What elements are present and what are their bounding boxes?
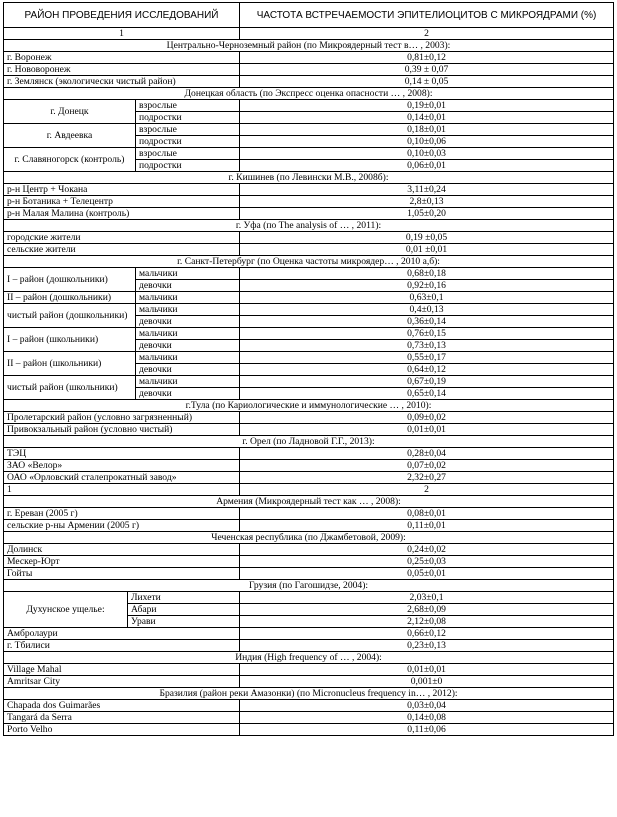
table-row	[4, 208, 614, 220]
table-row	[4, 712, 614, 724]
subgroup-label: мальчики	[136, 304, 240, 316]
subgroup-label: взрослые	[136, 124, 240, 136]
region-name: Амбролаури	[4, 628, 240, 640]
region-name: Tangará da Serra	[4, 712, 240, 724]
table-row	[4, 664, 614, 676]
region-name: Porto Velho	[4, 724, 240, 736]
region-name: сельские р-ны Армении (2005 г)	[4, 520, 240, 532]
frequency-value: 0,39 ± 0,07	[240, 64, 614, 76]
table-row	[4, 148, 614, 160]
frequency-value: 0,10±0,03	[240, 148, 614, 160]
frequency-value: 0,18±0,01	[240, 124, 614, 136]
subgroup-label: мальчики	[136, 268, 240, 280]
frequency-value: 0,19 ±0,05	[240, 232, 614, 244]
frequency-value: 0,65±0,14	[240, 388, 614, 400]
frequency-value: 0,11±0,01	[240, 520, 614, 532]
frequency-value: 0,09±0,02	[240, 412, 614, 424]
section-title: г. Уфа (по The analysis of … , 2011):	[4, 220, 614, 232]
table-row	[4, 508, 614, 520]
subgroup-label: взрослые	[136, 100, 240, 112]
table-row	[4, 376, 614, 388]
region-name: г. Славяногорск (контроль)	[4, 148, 136, 172]
subgroup-label: подростки	[136, 112, 240, 124]
section-title: Армения (Микроядерный тест как … , 2008):	[4, 496, 614, 508]
region-group-name: Духунское ущелье:	[4, 592, 128, 628]
section-title: Донецкая область (по Экспресс оценка опасности … , 2008):	[4, 88, 614, 100]
frequency-value: 0,001±0	[240, 676, 614, 688]
frequency-value: 0,07±0,02	[240, 460, 614, 472]
table-row	[4, 412, 614, 424]
frequency-value: 0,28±0,04	[240, 448, 614, 460]
frequency-value: 2,12±0,08	[240, 616, 614, 628]
frequency-value: 0,25±0,03	[240, 556, 614, 568]
frequency-value: 0,76±0,15	[240, 328, 614, 340]
table-row	[4, 100, 614, 112]
region-name: городские жители	[4, 232, 240, 244]
table-row	[4, 76, 614, 88]
region-name: Мескер-Юрт	[4, 556, 240, 568]
subgroup-label: подростки	[136, 136, 240, 148]
frequency-value: 0,05±0,01	[240, 568, 614, 580]
region-name: сельские жители	[4, 244, 240, 256]
header-region: РАЙОН ПРОВЕДЕНИЯ ИССЛЕДОВАНИЙ	[4, 3, 240, 28]
table-row	[4, 724, 614, 736]
frequency-value: 0,01 ±0,01	[240, 244, 614, 256]
table-row	[4, 244, 614, 256]
subgroup-label: мальчики	[136, 328, 240, 340]
table-row	[4, 196, 614, 208]
table-row	[4, 472, 614, 484]
subgroup-label: мальчики	[136, 292, 240, 304]
region-name: г. Воронеж	[4, 52, 240, 64]
region-name: ЗАО «Велор»	[4, 460, 240, 472]
region-name: р-н Ботаника + Телецентр	[4, 196, 240, 208]
frequency-value: 0,68±0,18	[240, 268, 614, 280]
subgroup-label: девочки	[136, 280, 240, 292]
region-name: ТЭЦ	[4, 448, 240, 460]
region-name: р-н Центр + Чокана	[4, 184, 240, 196]
table-row	[4, 556, 614, 568]
region-name: II – район (дошкольники)	[4, 292, 136, 304]
section-title: Индия (High frequency of … , 2004):	[4, 652, 614, 664]
region-name: г. Авдеевка	[4, 124, 136, 148]
frequency-value: 0,23±0,13	[240, 640, 614, 652]
region-name: чистый район (школьники)	[4, 376, 136, 400]
subgroup-label: мальчики	[136, 376, 240, 388]
section-title: Центрально-Черноземный район (по Микроядерный тест в… , 2003):	[4, 40, 614, 52]
region-name: I – район (школьники)	[4, 328, 136, 352]
frequency-value: 2,68±0,09	[240, 604, 614, 616]
region-name: I – район (дошкольники)	[4, 268, 136, 292]
table-row	[4, 520, 614, 532]
region-name: Лихети	[128, 592, 240, 604]
frequency-value: 0,10±0,06	[240, 136, 614, 148]
subgroup-label: девочки	[136, 388, 240, 400]
subgroup-label: мальчики	[136, 352, 240, 364]
region-name: г. Землянск (экологически чистый район)	[4, 76, 240, 88]
table-row	[4, 568, 614, 580]
table-row	[4, 352, 614, 364]
frequency-value: 3,11±0,24	[240, 184, 614, 196]
region-name: Абари	[128, 604, 240, 616]
column-number-1: 1	[4, 28, 240, 40]
table-row	[4, 544, 614, 556]
column-number-2: 2	[240, 28, 614, 40]
frequency-value: 2,8±0,13	[240, 196, 614, 208]
frequency-value: 0,36±0,14	[240, 316, 614, 328]
subgroup-label: подростки	[136, 160, 240, 172]
region-name: Долинск	[4, 544, 240, 556]
frequency-value: 0,14 ± 0,05	[240, 76, 614, 88]
column-number-row	[4, 28, 614, 40]
frequency-value: 0,01±0,01	[240, 664, 614, 676]
frequency-value: 0,24±0,02	[240, 544, 614, 556]
table-row	[4, 700, 614, 712]
region-name: р-н Малая Малина (контроль)	[4, 208, 240, 220]
region-name: Гойты	[4, 568, 240, 580]
frequency-value: 0,14±0,08	[240, 712, 614, 724]
frequency-value: 0,06±0,01	[240, 160, 614, 172]
section-title: г.Тула (по Кариологические и иммунологические … , 2010):	[4, 400, 614, 412]
frequency-value: 0,63±0,1	[240, 292, 614, 304]
frequency-value: 0,19±0,01	[240, 100, 614, 112]
column-number-row	[4, 484, 614, 496]
table-row	[4, 64, 614, 76]
region-name: ОАО «Орловский сталепрокатный завод»	[4, 472, 240, 484]
frequency-value: 2,32±0,27	[240, 472, 614, 484]
table-row	[4, 304, 614, 316]
region-name: Amritsar City	[4, 676, 240, 688]
table-row	[4, 184, 614, 196]
region-name: г. Нововоронеж	[4, 64, 240, 76]
section-title: Грузия (по Гагошидзе, 2004):	[4, 580, 614, 592]
micronucleus-frequency-table	[3, 2, 614, 736]
region-name: Пролетарский район (условно загрязненный)	[4, 412, 240, 424]
section-title: Чеченская республика (по Джамбетовой, 2009):	[4, 532, 614, 544]
section-title: Бразилия (район реки Амазонки) (по Micronucleus frequency in… , 2012):	[4, 688, 614, 700]
table-row	[4, 268, 614, 280]
frequency-value: 0,73±0,13	[240, 340, 614, 352]
frequency-value: 0,55±0,17	[240, 352, 614, 364]
frequency-value: 0,03±0,04	[240, 700, 614, 712]
column-number-1: 1	[4, 484, 240, 496]
region-name: II – район (школьники)	[4, 352, 136, 376]
table-row	[4, 448, 614, 460]
region-name: Chapada dos Guimarães	[4, 700, 240, 712]
table-row	[4, 592, 614, 604]
table-row	[4, 640, 614, 652]
column-number-2: 2	[240, 484, 614, 496]
header-frequency: ЧАСТОТА ВСТРЕЧАЕМОСТИ ЭПИТЕЛИОЦИТОВ С МИКРОЯДРАМИ (%)	[240, 3, 614, 28]
region-name: г. Ереван (2005 г)	[4, 508, 240, 520]
table-row	[4, 124, 614, 136]
table-row	[4, 52, 614, 64]
subgroup-label: девочки	[136, 364, 240, 376]
frequency-value: 0,14±0,01	[240, 112, 614, 124]
region-name: чистый район (дошкольники)	[4, 304, 136, 328]
section-title: г. Санкт-Петербург (по Оценка частоты микроядер… , 2010 а,б):	[4, 256, 614, 268]
frequency-value: 2,03±0,1	[240, 592, 614, 604]
region-name: г. Донецк	[4, 100, 136, 124]
table-row	[4, 292, 614, 304]
frequency-value: 0,08±0,01	[240, 508, 614, 520]
frequency-value: 0,11±0,06	[240, 724, 614, 736]
table-row	[4, 676, 614, 688]
table-row	[4, 460, 614, 472]
region-name: г. Тбилиси	[4, 640, 240, 652]
table-row	[4, 232, 614, 244]
table-row	[4, 328, 614, 340]
section-title: г. Орел (по Ладновой Г.Г., 2013):	[4, 436, 614, 448]
frequency-value: 1,05±0,20	[240, 208, 614, 220]
region-name: Привокзальный район (условно чистый)	[4, 424, 240, 436]
table-header-row	[4, 3, 614, 28]
table-row	[4, 424, 614, 436]
table-row	[4, 628, 614, 640]
region-name: Village Mahal	[4, 664, 240, 676]
subgroup-label: девочки	[136, 340, 240, 352]
section-title: г. Кишинев (по Левински М.В., 2008б):	[4, 172, 614, 184]
frequency-value: 0,4±0,13	[240, 304, 614, 316]
frequency-value: 0,01±0,01	[240, 424, 614, 436]
frequency-value: 0,81±0,12	[240, 52, 614, 64]
frequency-value: 0,67±0,19	[240, 376, 614, 388]
frequency-value: 0,64±0,12	[240, 364, 614, 376]
frequency-value: 0,92±0,16	[240, 280, 614, 292]
region-name: Урави	[128, 616, 240, 628]
frequency-value: 0,66±0,12	[240, 628, 614, 640]
subgroup-label: взрослые	[136, 148, 240, 160]
subgroup-label: девочки	[136, 316, 240, 328]
